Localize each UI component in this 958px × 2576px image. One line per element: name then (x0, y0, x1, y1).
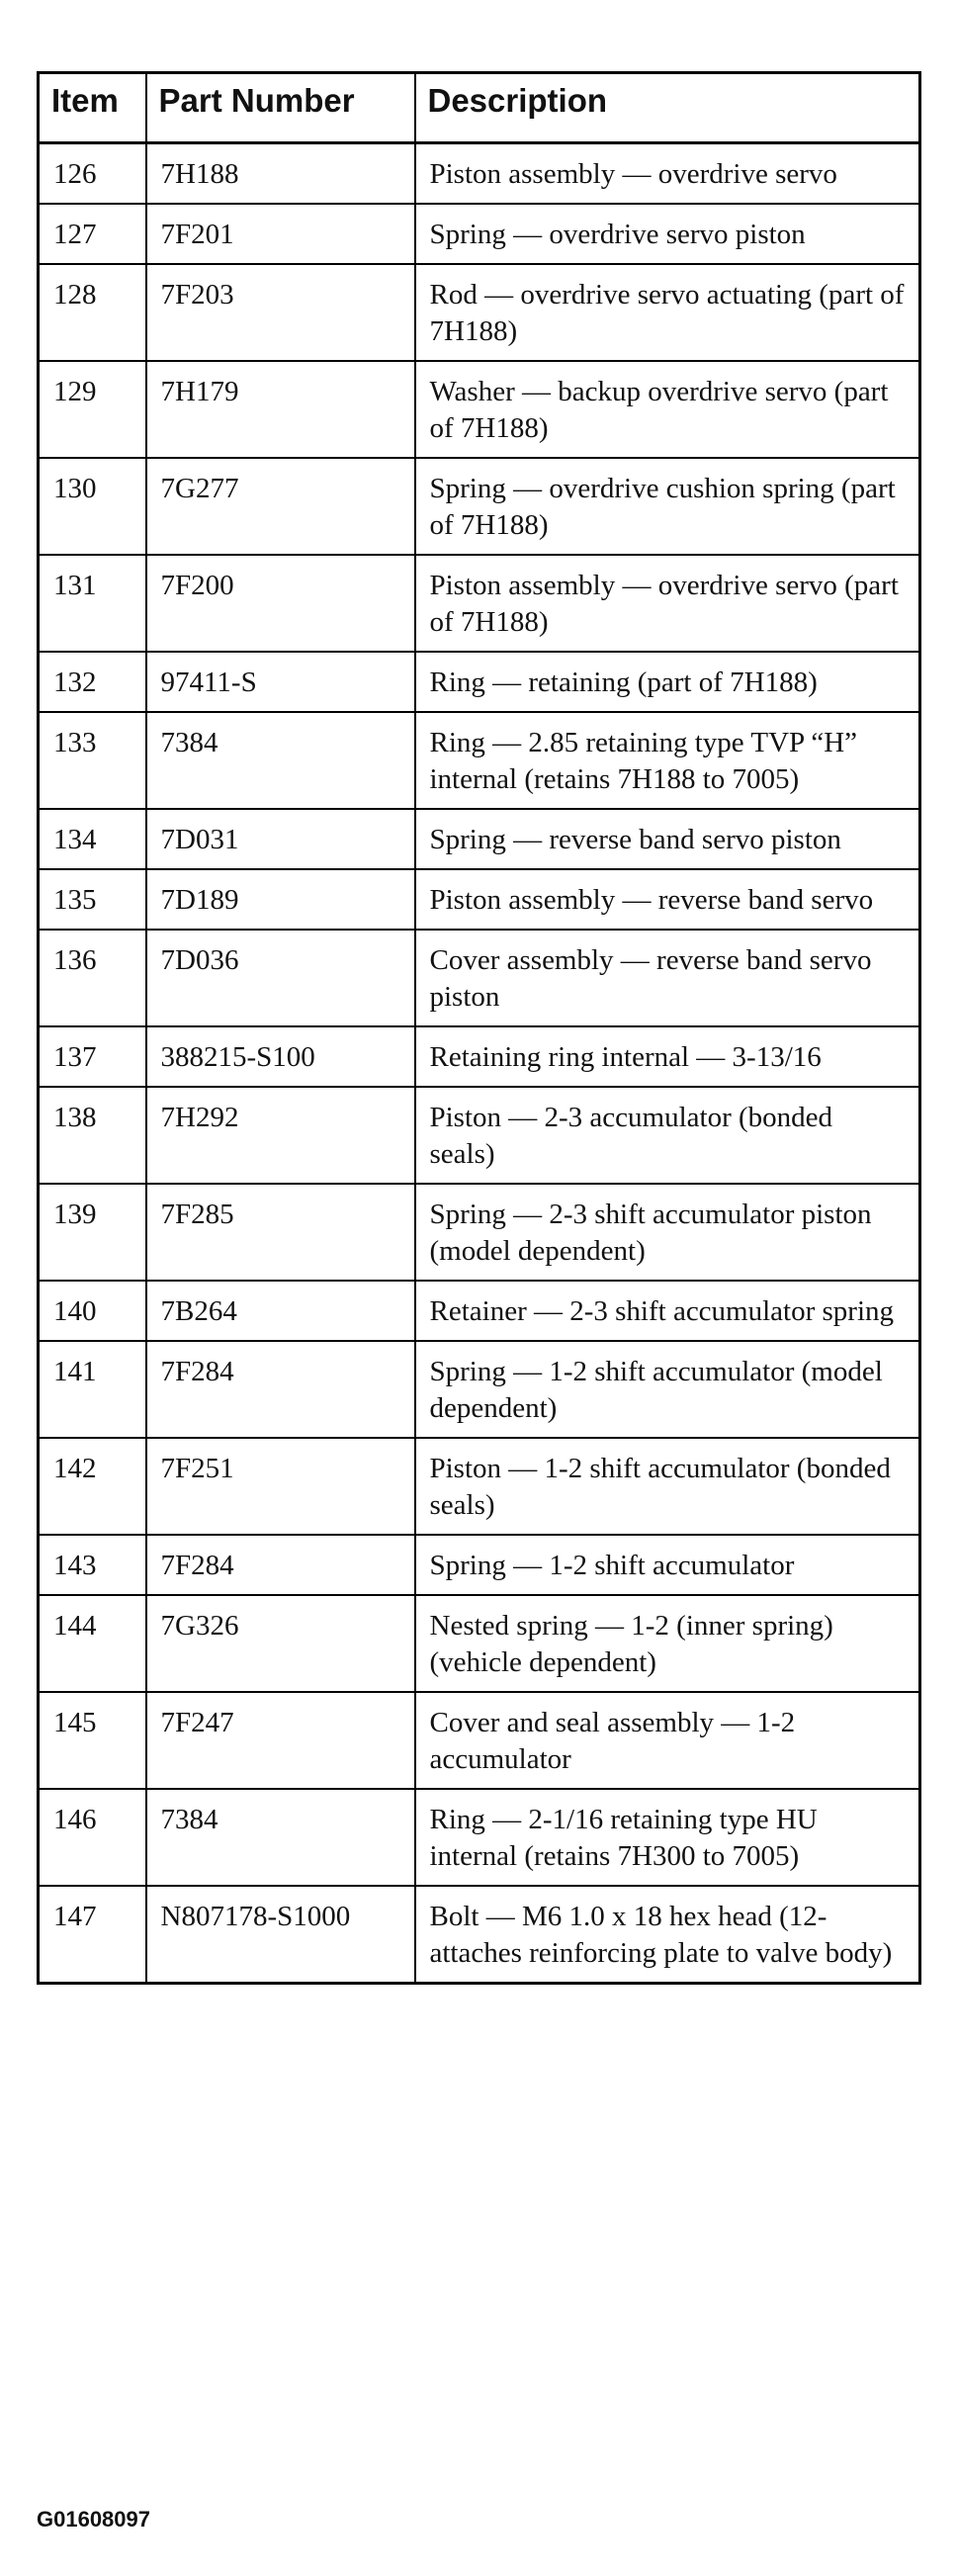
table-row (39, 1886, 920, 1984)
part-number-cell: 388215-S100 (146, 1026, 415, 1087)
item-cell: 139 (39, 1184, 146, 1281)
table-row (39, 712, 920, 809)
description-cell: Ring — retaining (part of 7H188) (415, 652, 920, 712)
part-number-cell: 97411-S (146, 652, 415, 712)
table-row (39, 1281, 920, 1341)
item-cell: 127 (39, 204, 146, 264)
table-row (39, 1535, 920, 1595)
part-number-cell: 7F284 (146, 1341, 415, 1438)
part-number-cell: 7G277 (146, 458, 415, 555)
description-cell: Piston assembly — overdrive servo (part of 7H188) (415, 555, 920, 652)
column-header-part-number: Part Number (146, 73, 415, 143)
description-cell: Retainer — 2-3 shift accumulator spring (415, 1281, 920, 1341)
item-cell: 131 (39, 555, 146, 652)
part-number-cell: 7G326 (146, 1595, 415, 1692)
item-cell: 137 (39, 1026, 146, 1087)
part-number-cell: 7H188 (146, 143, 415, 205)
table-row (39, 143, 920, 205)
figure-code: G01608097 (37, 2507, 150, 2532)
part-number-cell: 7F200 (146, 555, 415, 652)
part-number-cell: 7F284 (146, 1535, 415, 1595)
part-number-cell: 7F251 (146, 1438, 415, 1535)
item-cell: 145 (39, 1692, 146, 1789)
table-row (39, 264, 920, 361)
part-number-cell: N807178-S1000 (146, 1886, 415, 1984)
description-cell: Nested spring — 1-2 (inner spring) (vehicle dependent) (415, 1595, 920, 1692)
table-row (39, 555, 920, 652)
item-cell: 132 (39, 652, 146, 712)
table-row (39, 1438, 920, 1535)
part-number-cell: 7384 (146, 712, 415, 809)
part-number-cell: 7384 (146, 1789, 415, 1886)
part-number-cell: 7B264 (146, 1281, 415, 1341)
description-cell: Piston — 2-3 accumulator (bonded seals) (415, 1087, 920, 1184)
table-row (39, 204, 920, 264)
table-row (39, 930, 920, 1026)
table-row (39, 869, 920, 930)
part-number-cell: 7D031 (146, 809, 415, 869)
part-number-cell: 7F285 (146, 1184, 415, 1281)
description-cell: Ring — 2.85 retaining type TVP “H” internal (retains 7H188 to 7005) (415, 712, 920, 809)
description-cell: Spring — overdrive cushion spring (part of 7H188) (415, 458, 920, 555)
item-cell: 142 (39, 1438, 146, 1535)
description-cell: Spring — 2-3 shift accumulator piston (model dependent) (415, 1184, 920, 1281)
item-cell: 129 (39, 361, 146, 458)
table-row (39, 809, 920, 869)
description-cell: Rod — overdrive servo actuating (part of 7H188) (415, 264, 920, 361)
item-cell: 134 (39, 809, 146, 869)
item-cell: 147 (39, 1886, 146, 1984)
part-number-cell: 7F201 (146, 204, 415, 264)
part-number-cell: 7D036 (146, 930, 415, 1026)
part-number-cell: 7H179 (146, 361, 415, 458)
part-number-cell: 7H292 (146, 1087, 415, 1184)
description-cell: Piston assembly — overdrive servo (415, 143, 920, 205)
item-cell: 130 (39, 458, 146, 555)
item-cell: 144 (39, 1595, 146, 1692)
description-cell: Spring — 1-2 shift accumulator (model dependent) (415, 1341, 920, 1438)
table-row (39, 458, 920, 555)
column-header-item: Item (39, 73, 146, 143)
part-number-cell: 7F203 (146, 264, 415, 361)
table-header-row (39, 73, 920, 143)
table-row (39, 1341, 920, 1438)
item-cell: 135 (39, 869, 146, 930)
item-cell: 140 (39, 1281, 146, 1341)
item-cell: 136 (39, 930, 146, 1026)
item-cell: 126 (39, 143, 146, 205)
table-row (39, 1026, 920, 1087)
description-cell: Cover assembly — reverse band servo piston (415, 930, 920, 1026)
description-cell: Piston — 1-2 shift accumulator (bonded seals) (415, 1438, 920, 1535)
description-cell: Spring — reverse band servo piston (415, 809, 920, 869)
column-header-description: Description (415, 73, 920, 143)
table-row (39, 361, 920, 458)
item-cell: 128 (39, 264, 146, 361)
part-number-cell: 7F247 (146, 1692, 415, 1789)
description-cell: Retaining ring internal — 3-13/16 (415, 1026, 920, 1087)
table-row (39, 1692, 920, 1789)
parts-table (37, 71, 921, 1985)
description-cell: Spring — 1-2 shift accumulator (415, 1535, 920, 1595)
parts-table-body (39, 143, 920, 1984)
description-cell: Washer — backup overdrive servo (part of 7H188) (415, 361, 920, 458)
table-row (39, 652, 920, 712)
item-cell: 146 (39, 1789, 146, 1886)
parts-list-sheet (37, 71, 918, 1985)
item-cell: 141 (39, 1341, 146, 1438)
item-cell: 138 (39, 1087, 146, 1184)
description-cell: Ring — 2-1/16 retaining type HU internal (retains 7H300 to 7005) (415, 1789, 920, 1886)
description-cell: Piston assembly — reverse band servo (415, 869, 920, 930)
description-cell: Spring — overdrive servo piston (415, 204, 920, 264)
table-row (39, 1184, 920, 1281)
description-cell: Bolt — M6 1.0 x 18 hex head (12-attaches reinforcing plate to valve body) (415, 1886, 920, 1984)
item-cell: 133 (39, 712, 146, 809)
table-row (39, 1789, 920, 1886)
item-cell: 143 (39, 1535, 146, 1595)
description-cell: Cover and seal assembly — 1-2 accumulator (415, 1692, 920, 1789)
table-row (39, 1087, 920, 1184)
part-number-cell: 7D189 (146, 869, 415, 930)
table-row (39, 1595, 920, 1692)
